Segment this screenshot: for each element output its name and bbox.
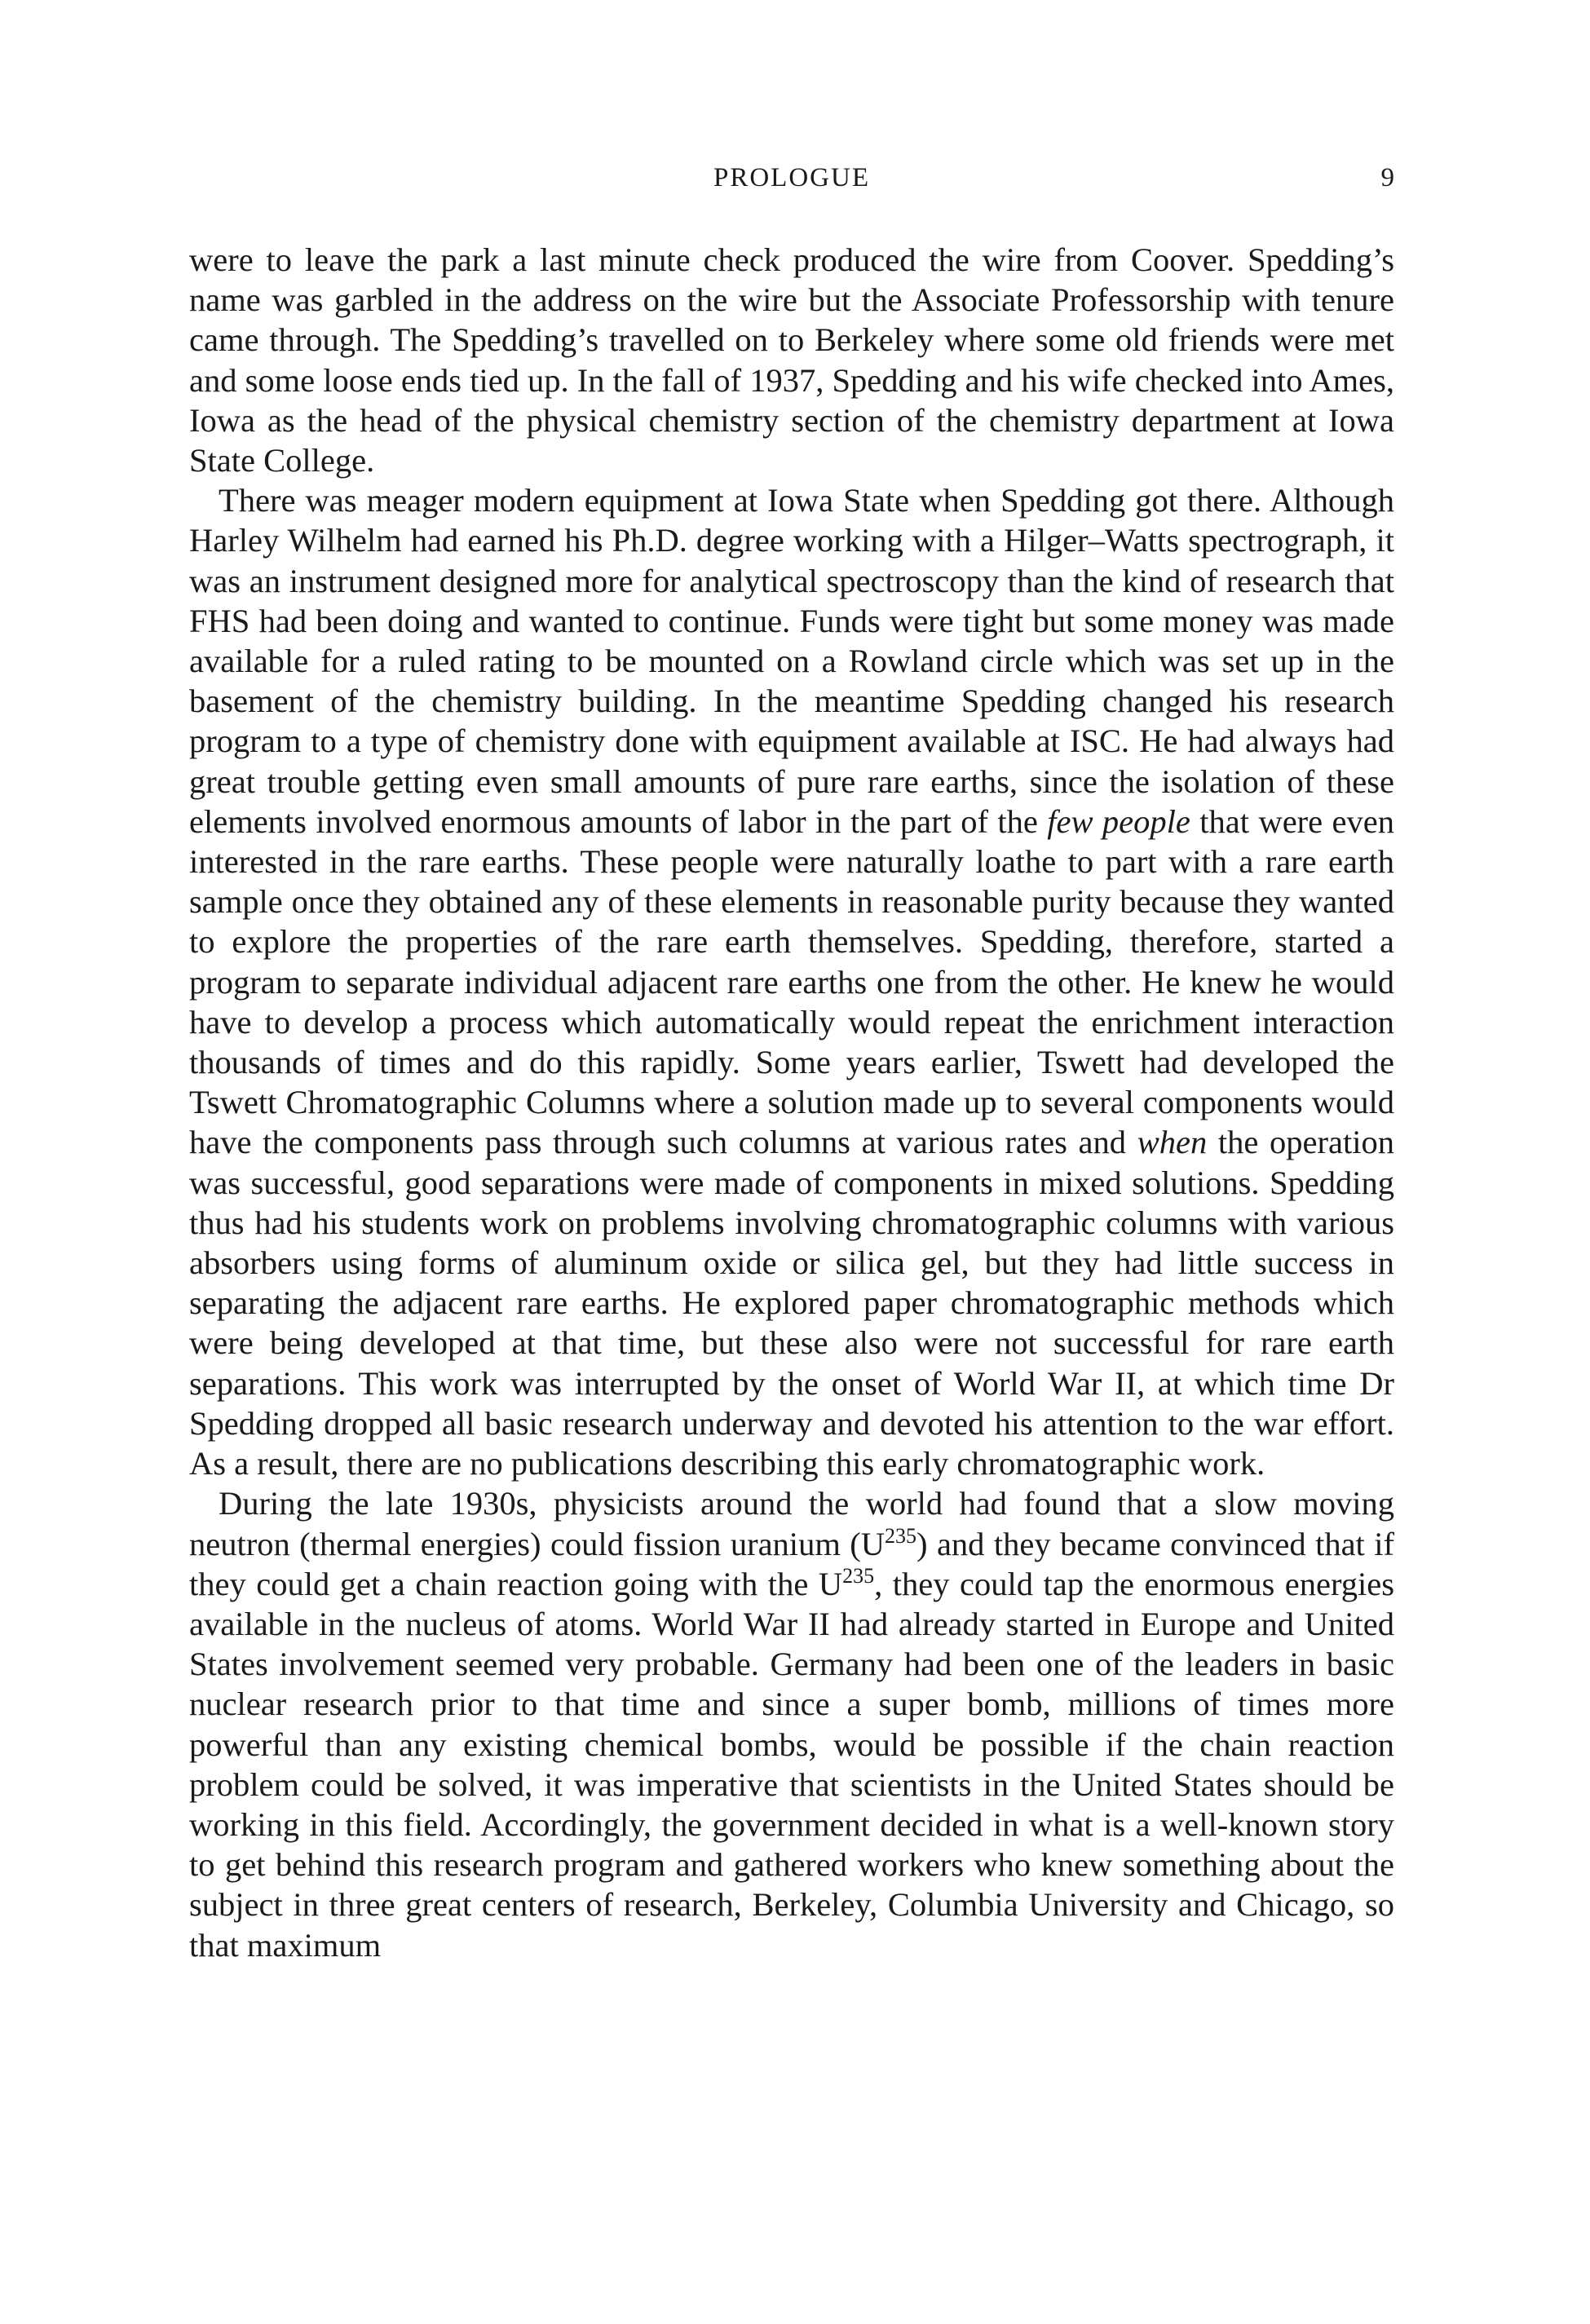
page-header [189,163,1394,204]
running-head: PROLOGUE [713,163,870,192]
paragraph-2-text-a: There was meager modern equipment at Iowa State when Spedding got there. Although Harley Wilhelm had earned his Ph.D. degree working with a Hilger–Watts spectrograph, it was an instrument designed more for analytical spectroscopy than the kind of research that FHS had been doing and wanted to continue. Funds were tight but some money was made available for a ruled rating to be mounted on a Rowland circle which was set up in the basement of the chemistry building. In the meantime Spedding changed his research program to a type of chemistry done with equipment available at ISC. He had always had great trouble getting even small amounts of pure rare earths, since the isolation of these elements involved enormous amounts of labor in the part of the [189,482,1394,840]
paragraph-3-text-c: , they could tap the enormous energies available in the nucleus of atoms. World War II had already started in Europe and United States involvement seemed very probable. Germany had been one of the leaders in basic nuclear research prior to that time and since a super bomb, millions of times more powerful than any existing chemical bombs, would be possible if the chain reaction problem could be solved, it was imperative that scientists in the United States should be working in this field. Accordingly, the government decided in what is a well-known story to get behind this research program and gathered workers who knew something about the subject in three great centers of research, Berkeley, Columbia University and Chicago, so that maximum [189,1565,1394,1964]
page-number: 9 [1380,163,1394,192]
paragraph-3-text-a: During the late 1930s, physicists around the world had found that a slow moving neutron (thermal energies) could fission uranium (U [189,1485,1394,1562]
paragraph-3-text-b: ) and they became convinced that if they could get a chain reaction going with the U [189,1525,1394,1602]
emphasis-when: when [1137,1124,1208,1161]
emphasis-few-people: few people [1047,802,1190,840]
paragraph-1: were to leave the park a last minute check produced the wire from Coover. Spedding’s name was garbled in the address on the wire but the Associate Professorship with tenure came through. The Spedding’s travelled on to Berkeley where some old friends were met and some loose ends tied up. In the fall of 1937, Spedding and his wife checked into Ames, Iowa as the head of the physical chemistry section of the chemistry department at Iowa State College. [189,241,1394,479]
paragraph-2-text-c: the operation was successful, good separations were made of components in mixed solutions. Spedding thus had his students work on problems involving chromatographic columns with various absorbers using forms of aluminum oxide or silica gel, but they had little success in separating the adjacent rare earths. He explored paper chromatographic methods which were being developed at that time, but these also were not successful for rare earth separations. This work was interrupted by the onset of World War II, at which time Dr Spedding dropped all basic research underway and devoted his attention to the war effort. As a result, there are no publications describing this early chromatographic work. [189,1124,1394,1482]
body-text [189,240,1394,1965]
superscript-235: 235 [885,1523,917,1548]
paragraph-2 [189,480,1394,1483]
paragraph-3 [189,1483,1394,1964]
paragraph-2-text-b: that were even interested in the rare earths. These people were naturally loathe to part with a rare earth sample once they obtained any of these elements in reasonable purity because they wanted to explore the properties of the rare earth themselves. Spedding, therefore, started a program to separate individual adjacent rare earths one from the other. He knew he would have to develop a process which automatically would repeat the enrichment interaction thousands of times and do this rapidly. Some years earlier, Tswett had developed the Tswett Chromatographic Columns where a solution made up to several components would have the components pass through such columns at various rates and [189,802,1394,1161]
superscript-235-second: 235 [842,1563,875,1588]
